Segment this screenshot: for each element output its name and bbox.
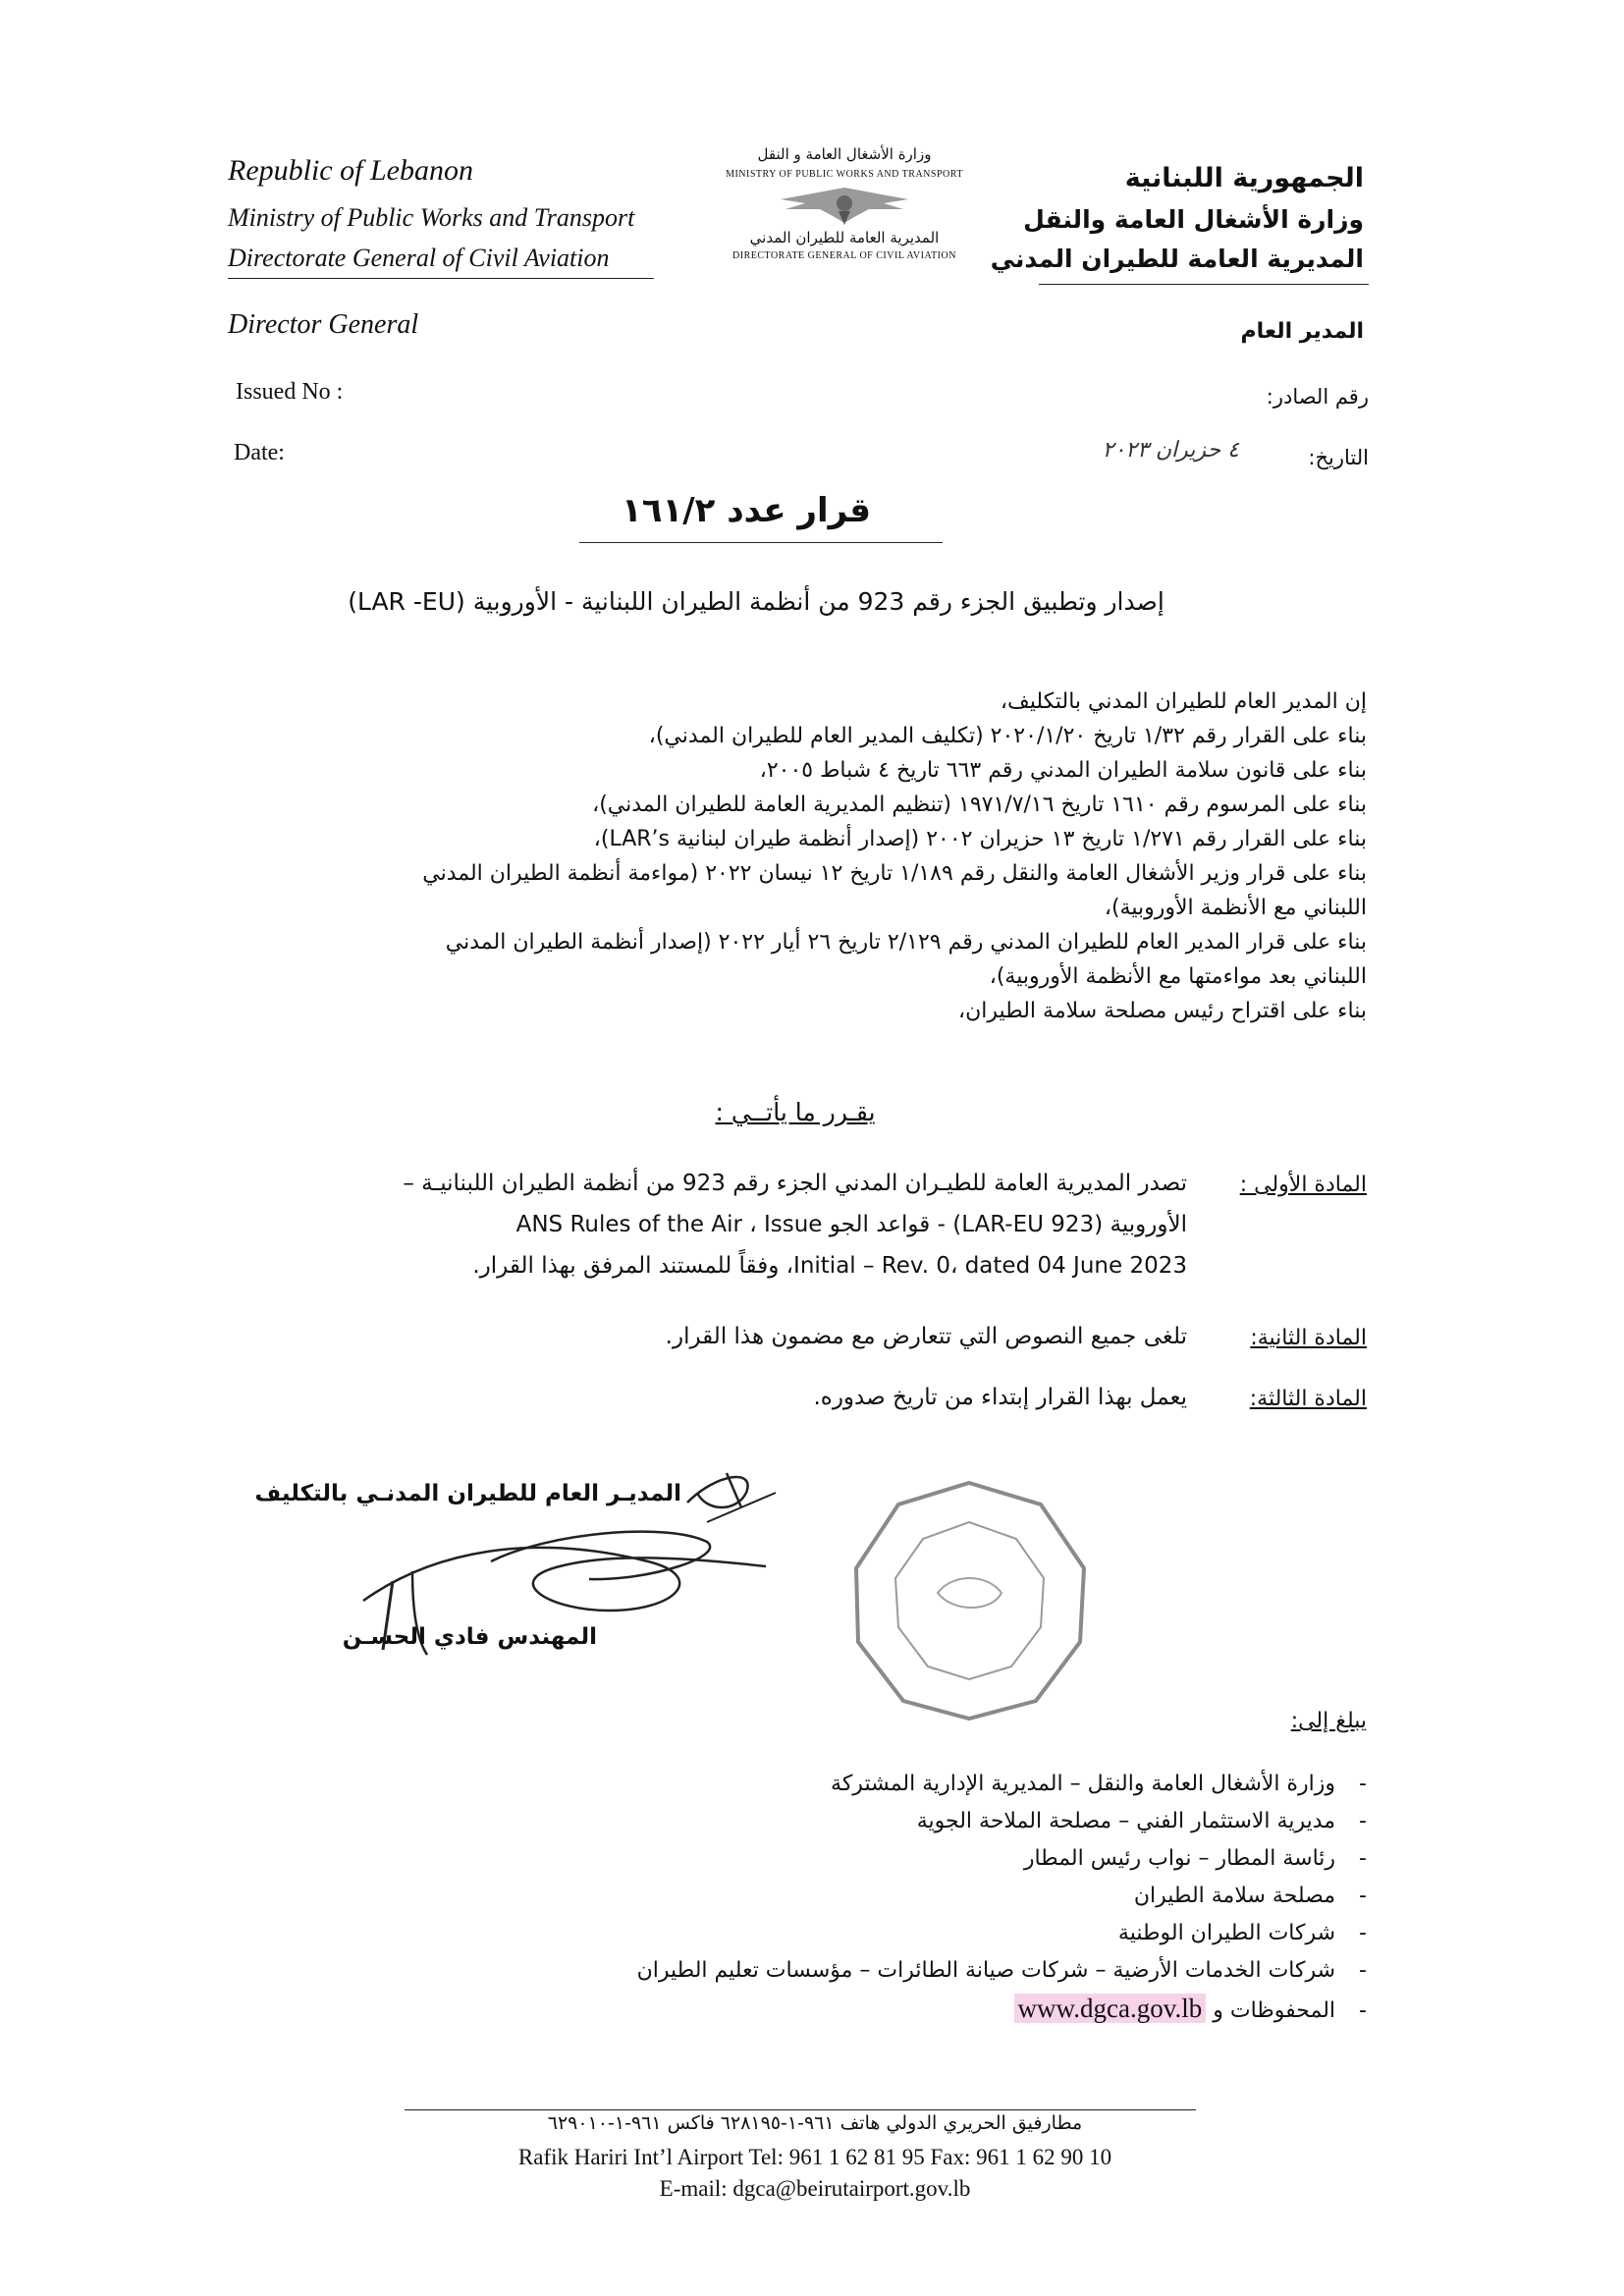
preamble-line: بناء على اقتراح رئيس مصلحة سلامة الطيران، [958, 999, 1367, 1023]
date-label-en: Date: [234, 440, 285, 465]
header-en-ministry: Ministry of Public Works and Transport [228, 203, 635, 232]
decision-subject: إصدار وتطبيق الجزء رقم 923 من أنظمة الطيران اللبنانية - الأوروبية (LAR -EU) [348, 587, 1164, 616]
header-en-rule [228, 278, 654, 279]
issued-label-ar: رقم الصادر: [1266, 385, 1369, 409]
footer-ar-line: مطارفيق الحريري الدولي هاتف ٩٦١-١-٦٢٨١٩٥ فاكس ٩٦١-١-٦٢٩٠١٠ [547, 2112, 1083, 2134]
preamble-line: بناء على القرار رقم ١/٣٢ تاريخ ٢٠٢٠/١/٢٠ (تكليف المدير العام للطيران المدني)، [648, 724, 1367, 748]
date-value: ٤ حزيران ٢٠٢٣ [1102, 438, 1239, 463]
header-en-republic: Republic of Lebanon [228, 154, 473, 187]
header-ar-republic: الجمهورية اللبنانية [1124, 163, 1364, 193]
header-ar-directorate: المديرية العامة للطيران المدني [990, 245, 1364, 273]
preamble [218, 684, 1367, 1028]
logo-ar-top: وزارة الأشغال العامة و النقل [757, 145, 932, 163]
cc-label: يبلغ إلى: [1290, 1709, 1367, 1733]
article-line: تصدر المديرية العامة للطيـران المدني الجزء رقم 923 من أنظمة الطيران اللبنانيـة – [403, 1171, 1187, 1196]
cc-item: -شركات الطيران الوطنية [1117, 1921, 1367, 1945]
signature-name: المهندس فادي الحسـن [342, 1624, 597, 1650]
official-seal-icon [844, 1475, 1095, 1725]
article-line: الأوروبية (LAR-EU 923) - قواعد الجو ANS Rules of the Air ، Issue [515, 1212, 1187, 1237]
article-2-label: المادة الثانية: [1250, 1326, 1367, 1350]
signature-title: المديـر العام للطيران المدنـي بالتكليف [254, 1481, 681, 1506]
cc-item: -مديرية الاستثمار الفني – مصلحة الملاحة الجوية [916, 1809, 1367, 1833]
issued-label-en: Issued No : [236, 379, 344, 405]
preamble-line: بناء على قرار وزير الأشغال العامة والنقل رقم ١/١٨٩ تاريخ ١٢ نيسان ٢٠٢٢ (مواءمة أنظمة الطيران المدني [422, 861, 1367, 886]
logo-en-bottom: DIRECTORATE GENERAL OF CIVIL AVIATION [732, 250, 956, 261]
logo-ar-bottom: المديرية العامة للطيران المدني [749, 229, 940, 246]
article-3-label: المادة الثالثة: [1249, 1387, 1367, 1411]
ministry-logo [687, 145, 1001, 293]
footer-en-line: Rafik Hariri Int’l Airport Tel: 961 1 62 81 95 Fax: 961 1 62 90 10 [517, 2145, 1112, 2169]
decision-title-underline [579, 542, 943, 543]
date-label-ar: التاريخ: [1308, 446, 1369, 469]
cc-item: -وزارة الأشغال العامة والنقل – المديرية الإدارية المشتركة [831, 1772, 1367, 1796]
preamble-line: بناء على المرسوم رقم ١٦١٠ تاريخ ١٩٧١/٧/١٦ (تنظيم المديرية العامة للطيران المدني)، [592, 793, 1367, 817]
footer-rule [405, 2109, 1196, 2110]
decides-heading: يقـرر ما يأتــي : [715, 1098, 876, 1126]
header-ar-rule [1039, 284, 1369, 285]
article-line: Initial – Rev. 0، dated 04 June 2023، وفقاً للمستند المرفق بهذا القرار. [472, 1253, 1187, 1279]
logo-en-top: MINISTRY OF PUBLIC WORKS AND TRANSPORT [726, 169, 963, 180]
decision-title: قرار عدد ١٦١/٢ [621, 491, 872, 530]
preamble-line: إن المدير العام للطيران المدني بالتكليف، [1000, 689, 1367, 714]
header-ar-director: المدير العام [1240, 319, 1364, 344]
preamble-line: اللبناني بعد مواءمتها مع الأنظمة الأوروبية)، [989, 964, 1367, 989]
cc-list [287, 1766, 1367, 2030]
cc-item: -رئاسة المطار – نواب رئيس المطار [1023, 1846, 1367, 1871]
header-ar-ministry: وزارة الأشغال العامة والنقل [1023, 205, 1364, 234]
preamble-line: بناء على قرار المدير العام للطيران المدني رقم ٢/١٢٩ تاريخ ٢٦ أيار ٢٠٢٢ (إصدار أنظمة الطيران المدني [445, 930, 1367, 955]
header-en-director: Director General [228, 309, 419, 340]
cc-item: -مصلحة سلامة الطيران [1133, 1884, 1367, 1908]
footer-email: E-mail: dgca@beirutairport.gov.lb [659, 2176, 971, 2201]
cc-item-last: -المحفوظات و www.dgca.gov.lb [287, 1990, 1367, 2030]
preamble-line: بناء على القرار رقم ١/٢٧١ تاريخ ١٣ حزيران ٢٠٠٢ (إصدار أنظمة طيران لبنانية LAR’s)، [593, 827, 1367, 851]
official-seal [844, 1475, 1095, 1725]
winged-emblem-icon [687, 180, 1001, 229]
article-2-text: تلغى جميع النصوص التي تتعارض مع مضمون هذا القرار. [665, 1324, 1187, 1349]
website-link[interactable]: www.dgca.gov.lb [1014, 1994, 1207, 2023]
cc-item: -شركات الخدمات الأرضية – شركات صيانة الطائرات – مؤسسات تعليم الطيران [636, 1958, 1367, 1983]
preamble-line: اللبناني مع الأنظمة الأوروبية)، [1104, 896, 1367, 920]
article-1-text [225, 1163, 1187, 1286]
article-3-text: يعمل بهذا القرار إبتداء من تاريخ صدوره. [813, 1385, 1187, 1410]
header-en-directorate: Directorate General of Civil Aviation [228, 244, 610, 272]
preamble-line: بناء على قانون سلامة الطيران المدني رقم ٦٦٣ تاريخ ٤ شباط ٢٠٠٥، [759, 758, 1367, 783]
article-1-label: المادة الأولى : [1239, 1173, 1367, 1197]
